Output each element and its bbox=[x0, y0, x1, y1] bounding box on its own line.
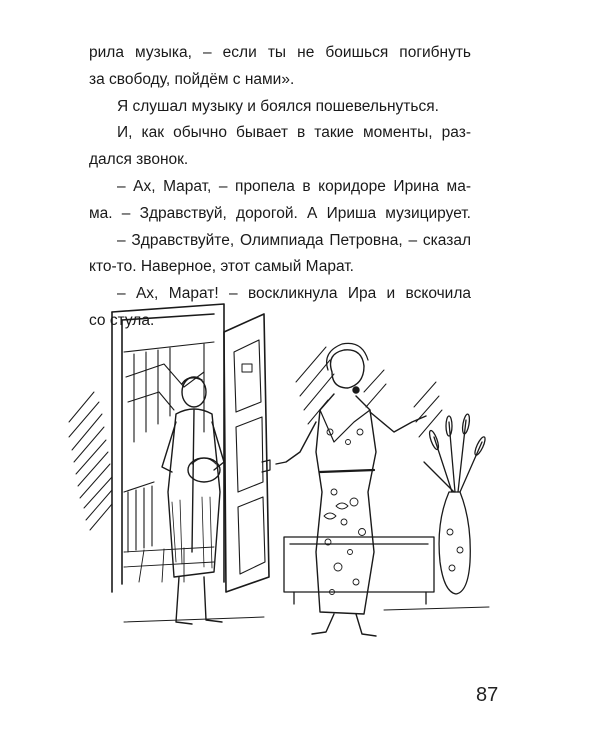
illustration-canvas bbox=[64, 292, 494, 654]
text-line: ма. – Здравствуй, дорогой. А Ириша музицирует. bbox=[89, 204, 471, 222]
text-line: рила музыка, – если ты не боишься погибнуть bbox=[89, 44, 471, 61]
floor-tiles bbox=[124, 547, 214, 582]
text-line: кто-то. Наверное, этот самый Марат. bbox=[89, 258, 354, 276]
staircase bbox=[124, 342, 214, 552]
text-line: за свободу, пойдём с нами». bbox=[89, 70, 295, 88]
text-line: И, как обычно бывает в такие моменты, раз- bbox=[117, 124, 471, 142]
text-line: – Здравствуйте, Олимпиада Петровна, – сказал bbox=[117, 231, 471, 249]
open-door bbox=[224, 314, 270, 592]
page-number: 87 bbox=[476, 684, 499, 706]
body-text bbox=[89, 40, 471, 335]
text-line: со стула. bbox=[89, 311, 155, 329]
text-line: Я слушал музыку и боялся пошевельнуться. bbox=[117, 97, 439, 115]
text-line: дался звонок. bbox=[89, 151, 189, 169]
text-line: – Ах, Марат, – пропела в коридоре Ирина ма- bbox=[117, 177, 471, 195]
text-line: – Ах, Марат! – воскликнула Ира и вскочила bbox=[117, 285, 471, 303]
man-figure bbox=[162, 377, 224, 624]
wall-hatching bbox=[69, 347, 442, 530]
bench bbox=[284, 537, 434, 604]
ink-drawing-illustration bbox=[64, 292, 494, 654]
floor-line bbox=[124, 607, 489, 622]
